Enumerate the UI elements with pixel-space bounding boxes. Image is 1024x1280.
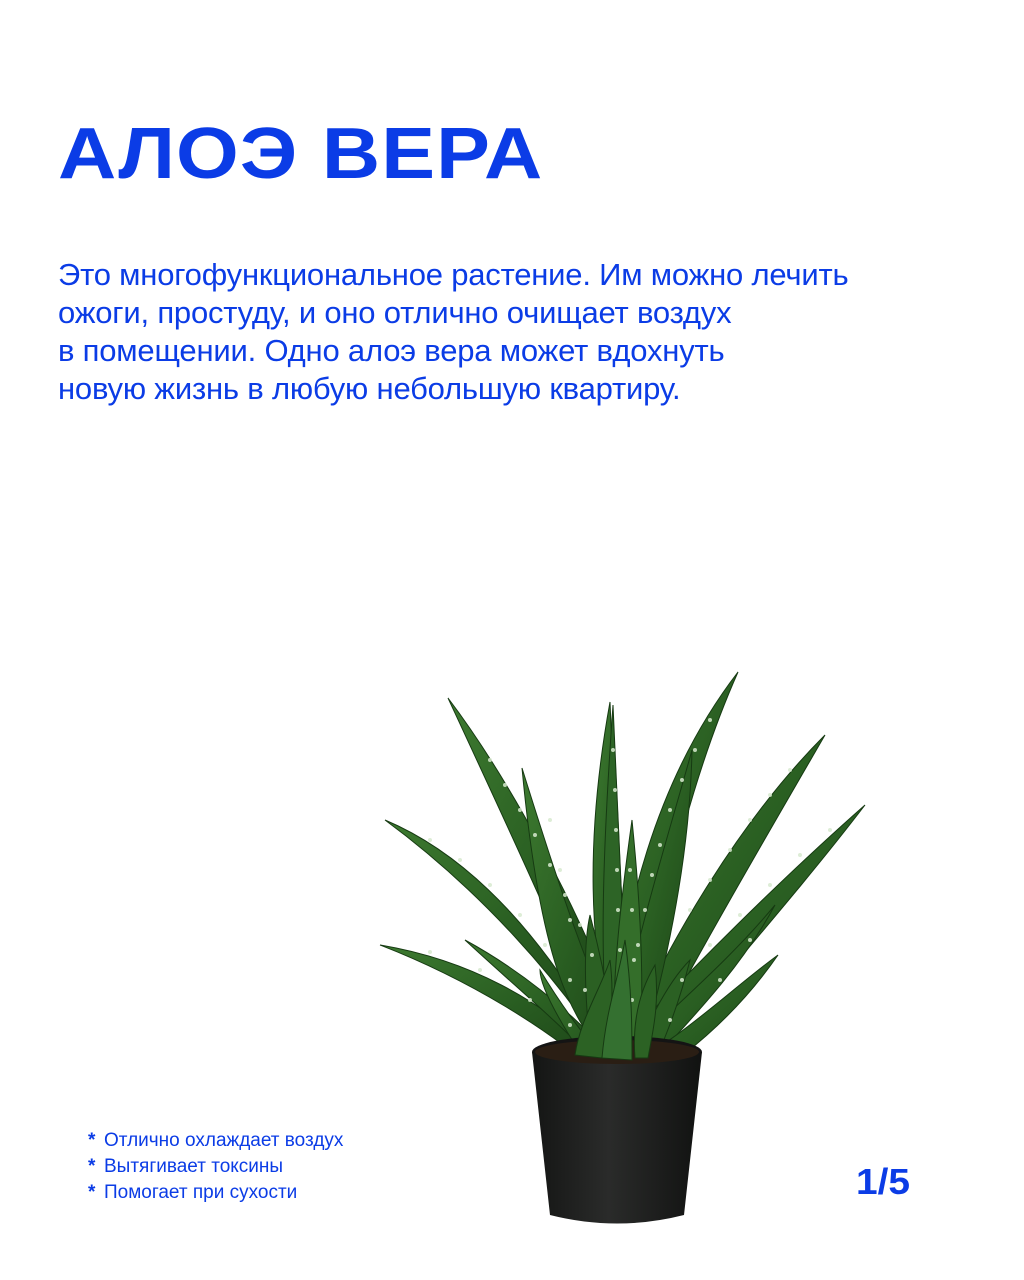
feature-text: Вытягивает токсины bbox=[104, 1156, 284, 1177]
list-item bbox=[88, 1154, 343, 1180]
feature-text: Отлично охлаждает воздух bbox=[104, 1130, 344, 1151]
page-counter: 1/5 bbox=[856, 1161, 911, 1202]
description-line: ожоги, простуду, и оно отлично очищает воздух bbox=[58, 295, 732, 330]
description-line: Это многофункциональное растение. Им можно лечить bbox=[58, 257, 849, 292]
description bbox=[58, 256, 998, 408]
description-line: новую жизнь в любую небольшую квартиру. bbox=[58, 371, 681, 406]
feature-text: Помогает при сухости bbox=[104, 1182, 298, 1203]
bullet-icon: * bbox=[88, 1156, 96, 1177]
list-item bbox=[88, 1128, 343, 1154]
page-title: АЛОЭ ВЕРА bbox=[58, 114, 544, 194]
features-list bbox=[88, 1128, 343, 1206]
list-item bbox=[88, 1180, 343, 1206]
bullet-icon: * bbox=[88, 1182, 96, 1203]
bullet-icon: * bbox=[88, 1130, 96, 1151]
aloe-vera-plant-icon bbox=[370, 660, 880, 1240]
description-line: в помещении. Одно алоэ вера может вдохнуть bbox=[58, 333, 725, 368]
